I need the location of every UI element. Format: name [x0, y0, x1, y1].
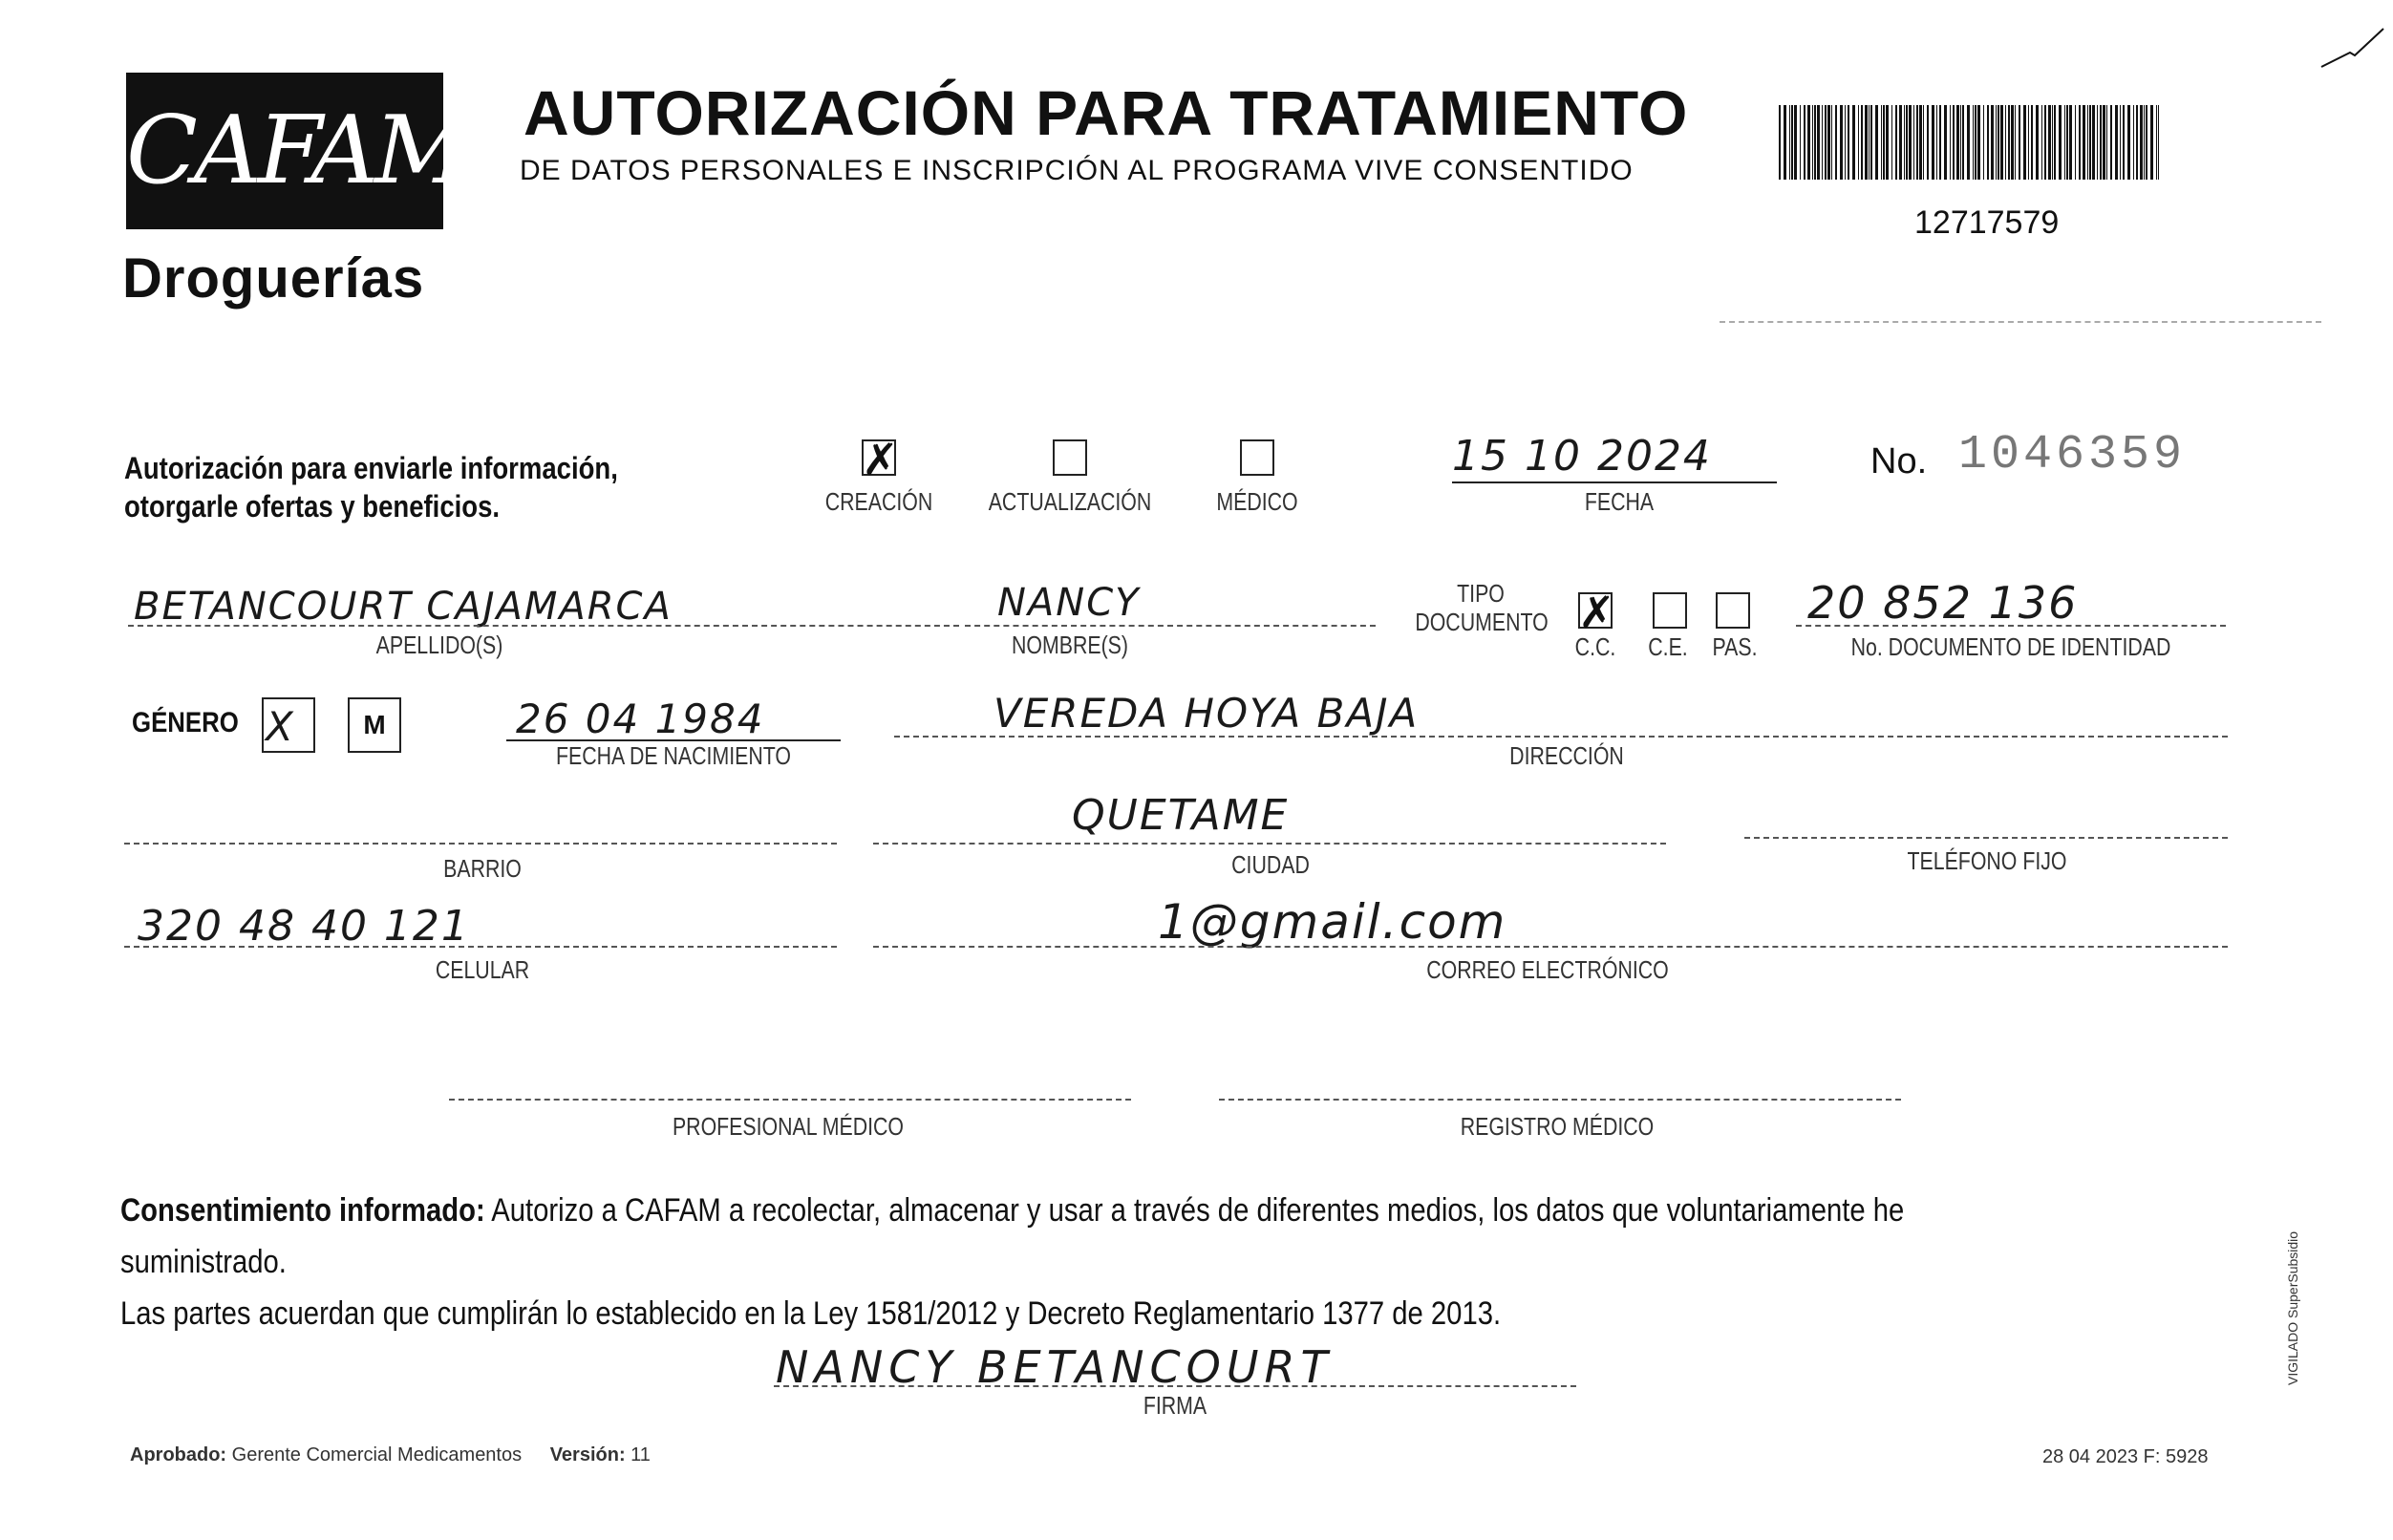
logo-text: CAFAM: [126, 96, 467, 205]
barcode-bar: [2044, 105, 2046, 180]
form-number: 1046359: [1958, 428, 2187, 482]
barcode-bar: [2115, 105, 2118, 180]
barcode-bar: [1909, 105, 1912, 180]
barcode-bar: [2015, 105, 2016, 180]
registro-label: REGISTRO MÉDICO: [1460, 1112, 1655, 1141]
actualizacion-checkbox[interactable]: [1053, 439, 1087, 476]
barcode-bar: [1875, 105, 1878, 180]
celular-line: [124, 946, 837, 948]
consent-text-2: Las partes acuerdan que cumplirán lo establecido en la Ley 1581/2012 y Decreto Reglamentario 1377 de 2013.: [120, 1295, 1502, 1332]
barcode-bar: [2106, 105, 2107, 180]
telefono-label: TELÉFONO FIJO: [1907, 846, 2067, 875]
barcode-bar: [1967, 105, 1970, 180]
barcode-bar: [1987, 105, 1989, 180]
barcode-bar: [1960, 105, 1961, 180]
barcode-bar: [1807, 105, 1810, 180]
form-number-prefix: No.: [1870, 441, 1928, 481]
correo-label: CORREO ELECTRÓNICO: [1426, 955, 1669, 984]
nacimiento-label: FECHA DE NACIMIENTO: [555, 741, 791, 770]
barrio-line: [124, 843, 837, 845]
signature: NANCY BETANCOURT: [776, 1341, 1334, 1393]
cafam-logo: [126, 73, 467, 229]
creacion-check-mark: ✗: [862, 434, 901, 485]
ce-label: C.E.: [1648, 632, 1688, 661]
barcode-bar: [1916, 105, 1918, 180]
barcode-bar: [1835, 105, 1837, 180]
barcode-bar: [2103, 105, 2105, 180]
consent-text-1: Autorizo a CAFAM a recolectar, almacenar y usar a través de diferentes medios, los datos que voluntariamente he suministrado.: [120, 1192, 1905, 1280]
documento-value[interactable]: 20 852 136: [1807, 577, 2079, 629]
barcode-bar: [1998, 105, 1999, 180]
barcode-bar: [1804, 105, 1805, 180]
barcode-number: 12717579: [1914, 204, 2060, 241]
ce-checkbox[interactable]: [1653, 592, 1687, 629]
pas-checkbox[interactable]: [1716, 592, 1750, 629]
nombres-value[interactable]: NANCY: [997, 581, 1141, 625]
footer-date-code: 28 04 2023 F: 5928: [2042, 1446, 2209, 1467]
barcode-bar: [1927, 105, 1929, 180]
barcode-bar: [1852, 105, 1855, 180]
barcode-bar: [1975, 105, 1976, 180]
barcode-bar: [2136, 105, 2138, 180]
celular-value[interactable]: 320 48 40 121: [138, 902, 470, 951]
tipo-doc-label-2: DOCUMENTO: [1415, 608, 1549, 636]
barcode-bar: [2075, 105, 2076, 180]
telefono-line: [1744, 837, 2228, 839]
version-label: Versión:: [549, 1444, 626, 1465]
barcode-bar: [1869, 105, 1870, 180]
barcode-bar: [1983, 105, 1984, 180]
registro-line: [1219, 1099, 1901, 1101]
barcode-bar: [1794, 105, 1797, 180]
barcode-bar: [2011, 105, 2014, 180]
genero-m-checkbox[interactable]: M: [348, 697, 401, 753]
nombres-line: [965, 625, 1376, 627]
barcode-bar: [2087, 105, 2088, 180]
fecha-line: [1452, 481, 1777, 483]
barcode-bar: [1784, 105, 1786, 180]
barcode-bar: [2150, 105, 2153, 180]
barcode-bar: [1840, 105, 1843, 180]
aprobado-value: Gerente Comercial Medicamentos: [231, 1444, 523, 1465]
intro-line-2: otorgarle ofertas y beneficios.: [124, 489, 501, 524]
barcode-bar: [2100, 105, 2102, 180]
side-note: [2281, 1185, 2310, 1385]
tipo-doc-label-1: TIPO: [1457, 579, 1505, 608]
direccion-label: DIRECCIÓN: [1509, 741, 1624, 770]
barcode-bar: [2005, 105, 2006, 180]
intro-line-1: Autorización para enviarle información,: [124, 451, 618, 485]
barcode-bar: [2048, 105, 2051, 180]
barcode-bar: [2144, 105, 2145, 180]
barcode-bar: [1870, 105, 1872, 180]
document-subtitle: DE DATOS PERSONALES E INSCRIPCIÓN AL PROGRAMA VIVE CONSENTIDO: [520, 155, 1634, 186]
barcode-bar: [1932, 105, 1934, 180]
barcode-bar: [1883, 105, 1885, 180]
profesional-label: PROFESIONAL MÉDICO: [672, 1112, 905, 1141]
barcode-bar: [2083, 105, 2085, 180]
barcode-bar: [2156, 105, 2157, 180]
barcode-bar: [1886, 105, 1889, 180]
barcode-bar: [1919, 105, 1922, 180]
medico-checkbox[interactable]: [1240, 439, 1274, 476]
ciudad-value[interactable]: QUETAME: [1072, 791, 1290, 840]
correo-line: [873, 946, 2228, 948]
barcode-bar: [1991, 105, 1994, 180]
barcode-bar: [1913, 105, 1914, 180]
barcode-bar: [1861, 105, 1863, 180]
barcode-bar: [1906, 105, 1908, 180]
barcode-bar: [1827, 105, 1830, 180]
genero-f-mark: X: [266, 703, 295, 750]
barcode-bar: [2031, 105, 2033, 180]
barcode-bar: [2092, 105, 2095, 180]
barcode-bar: [1848, 105, 1849, 180]
barcode-bar: [2023, 105, 2026, 180]
documento-label: No. DOCUMENTO DE IDENTIDAD: [1850, 632, 2171, 661]
correo-value[interactable]: 1@gmail.com: [1158, 894, 1507, 950]
creacion-label: CREACIÓN: [824, 487, 933, 516]
barcode-bar: [2066, 105, 2068, 180]
barcode-bar: [1858, 105, 1859, 180]
header-divider: [1720, 321, 2321, 323]
fecha-label: FECHA: [1584, 487, 1655, 516]
direccion-value[interactable]: VEREDA HOYA BAJA: [994, 690, 1420, 737]
barcode-bar: [1814, 105, 1816, 180]
profesional-line: [449, 1099, 1131, 1101]
nombres-label: NOMBRE(S): [1011, 631, 1129, 659]
barcode-bar: [2019, 105, 2020, 180]
barcode-bar: [2123, 105, 2125, 180]
barcode-bar: [1923, 105, 1924, 180]
barcode-bar: [2120, 105, 2121, 180]
barcode-bar: [2158, 105, 2159, 180]
barcode-bar: [2059, 105, 2062, 180]
barcode-bar: [2028, 105, 2029, 180]
barcode-bar: [1779, 105, 1781, 180]
footer-approval: [130, 1444, 651, 1466]
barcode-bar: [1812, 105, 1813, 180]
side-note-text: VIGILADO SuperSubsidio: [2285, 1230, 2300, 1385]
barcode-bar: [2052, 105, 2053, 180]
barcode-bar: [2089, 105, 2091, 180]
barcode-bar: [2000, 105, 2003, 180]
barcode-bar: [2140, 105, 2143, 180]
fecha-value[interactable]: 15 10 2024: [1452, 432, 1712, 481]
barcode-bar: [1825, 105, 1827, 180]
intro-text: [124, 449, 618, 525]
barcode-bar: [2127, 105, 2130, 180]
barcode-bar: [1865, 105, 1868, 180]
barcode-bar: [1891, 105, 1892, 180]
document-title: AUTORIZACIÓN PARA TRATAMIENTO: [523, 77, 1689, 148]
apellidos-line: [128, 625, 959, 627]
firma-line: [774, 1385, 1576, 1387]
barcode-bar: [2110, 105, 2112, 180]
medico-label: MÉDICO: [1216, 487, 1298, 516]
consent-text: [120, 1185, 2060, 1339]
barcode-bar: [1845, 105, 1846, 180]
barcode-bar: [1899, 105, 1902, 180]
ciudad-line: [873, 843, 1666, 845]
barcode-bar: [2079, 105, 2081, 180]
barcode-bar: [1936, 105, 1937, 180]
ciudad-label: CIUDAD: [1231, 850, 1310, 879]
barcode-bar: [1944, 105, 1947, 180]
barcode-bar: [1904, 105, 1905, 180]
barcode-bar: [1822, 105, 1823, 180]
nacimiento-value[interactable]: 26 04 1984: [516, 695, 765, 742]
barcode-bar: [2008, 105, 2010, 180]
celular-label: CELULAR: [435, 955, 530, 984]
consent-heading: Consentimiento informado:: [120, 1192, 485, 1229]
version-value: 11: [630, 1444, 651, 1465]
cc-check-mark: ✗: [1578, 587, 1617, 638]
barcode-bar: [2054, 105, 2056, 180]
firma-label: FIRMA: [1143, 1391, 1207, 1420]
brand-subtitle: Droguerías: [122, 247, 425, 310]
barcode-bar: [1791, 105, 1793, 180]
barcode-bar: [1831, 105, 1832, 180]
cc-label: C.C.: [1574, 632, 1616, 661]
aprobado-label: Aprobado:: [130, 1444, 227, 1465]
genero-label: GÉNERO: [132, 707, 239, 738]
pas-label: PAS.: [1712, 632, 1758, 661]
barcode-bar: [1789, 105, 1790, 180]
barcode-bar: [2097, 105, 2098, 180]
barcode-bar: [2069, 105, 2072, 180]
barrio-label: BARRIO: [443, 854, 522, 883]
barcode-bar: [2146, 105, 2147, 180]
barcode: [1779, 105, 2159, 180]
barcode-bar: [1895, 105, 1897, 180]
barcode-bar: [1939, 105, 1941, 180]
barcode-bar: [1800, 105, 1801, 180]
barcode-bar: [1950, 105, 1951, 180]
barcode-bar: [1817, 105, 1820, 180]
apellidos-label: APELLIDO(S): [375, 631, 503, 659]
barcode-bar: [1962, 105, 1964, 180]
barcode-bar: [2041, 105, 2042, 180]
barcode-bar: [2036, 105, 2039, 180]
apellidos-value[interactable]: BETANCOURT CAJAMARCA: [134, 585, 673, 629]
barcode-bar: [1996, 105, 1997, 180]
barcode-bar: [1881, 105, 1882, 180]
barcode-bar: [1953, 105, 1955, 180]
documento-line: [1796, 625, 2226, 627]
direccion-line: [894, 736, 2228, 738]
barcode-bar: [1977, 105, 1980, 180]
barcode-bar: [1956, 105, 1959, 180]
barcode-bar: [2064, 105, 2065, 180]
actualizacion-label: ACTUALIZACIÓN: [988, 487, 1152, 516]
barcode-bar: [1973, 105, 1974, 180]
scan-mark: [2312, 19, 2388, 76]
barcode-bar: [2133, 105, 2134, 180]
